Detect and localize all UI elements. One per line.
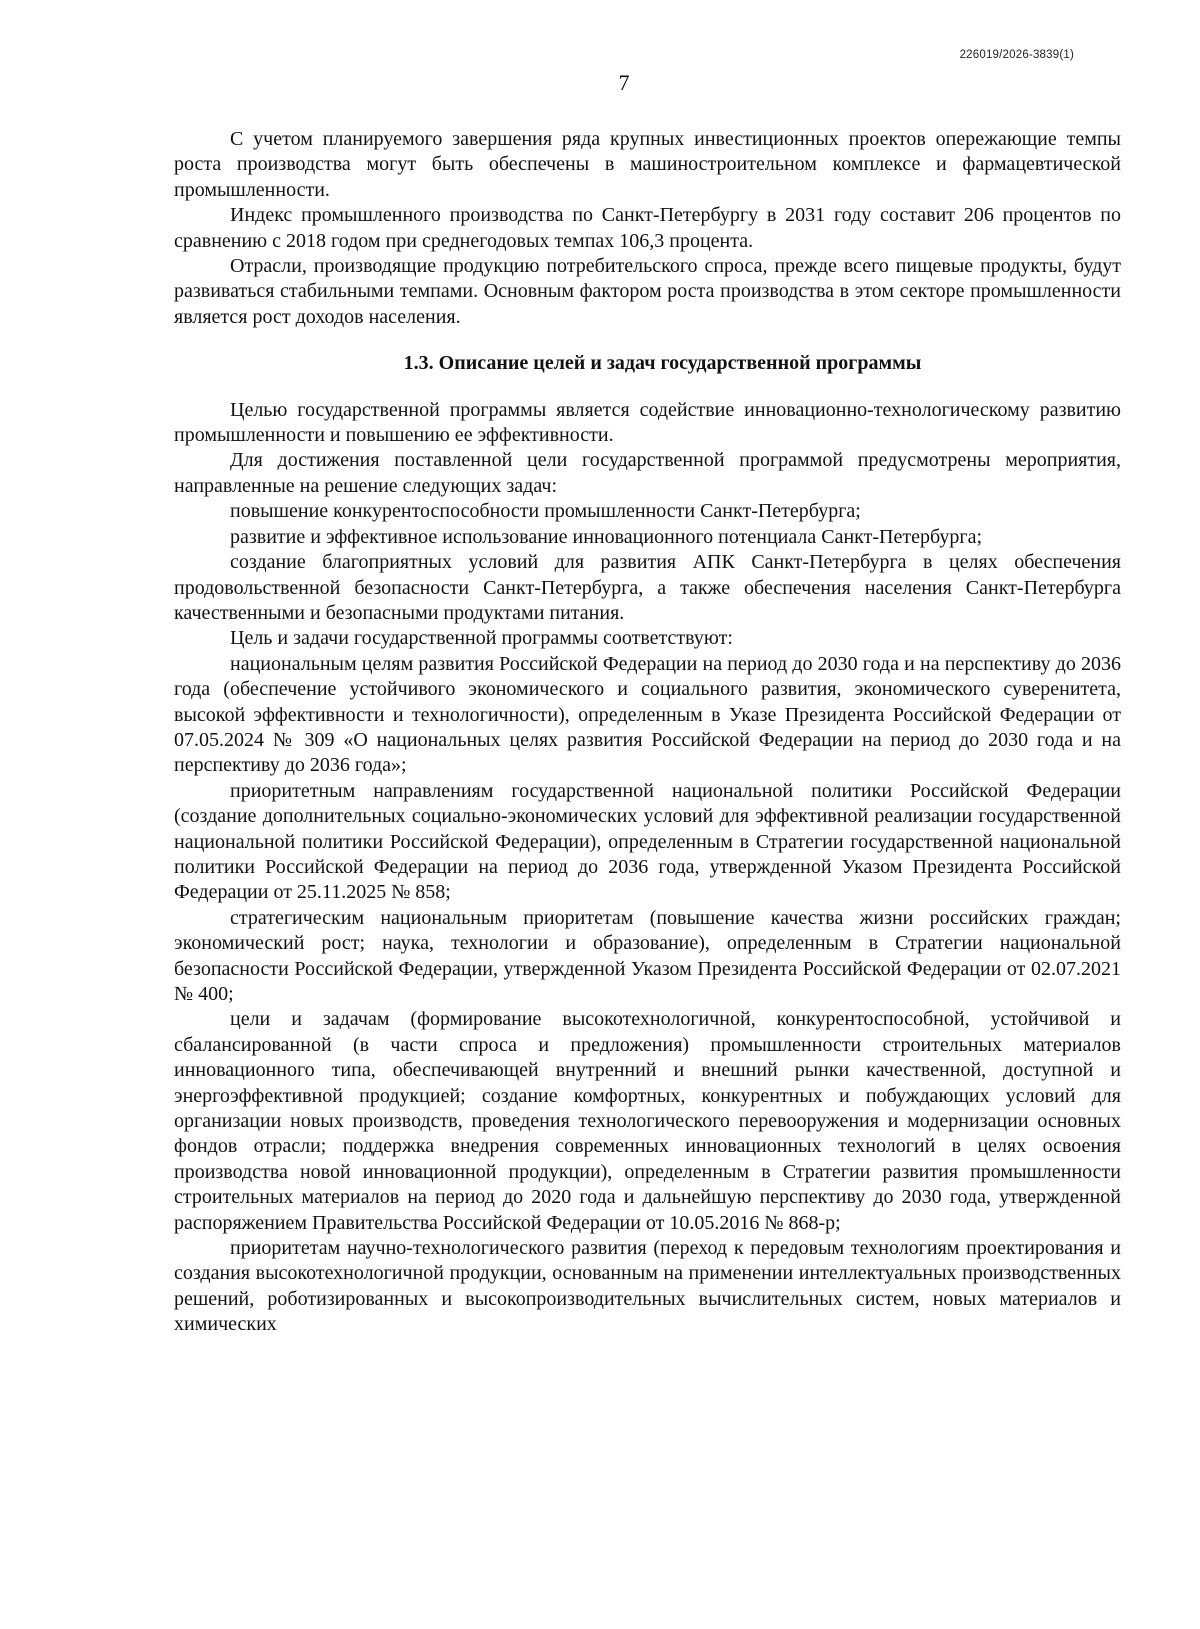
paragraph: С учетом планируемого завершения ряда крупных инвестиционных проектов опережающие темпы роста производства могут быть обеспечены в машиностроительном комплексе и фармацевтической промышленности.: [174, 128, 1121, 201]
page-body: [174, 127, 1121, 1338]
list-item: цели и задачам (формирование высокотехнологичной, конкурентоспособной, устойчивой и сбалансированной (в части спроса и предложения) промышленности строительных материалов инновационного типа, обеспечивающей внутренний и внешний рынки качественной, доступной и энергоэффективной продукцией; создание комфортных, конкурентных и побуждающих условий для организации новых производств, проведения технологического перевооружения и модернизации основных фондов отрасли; поддержка внедрения современных инновационных технологий в целях освоения производства новой инновационной продукции), определенным в Стратегии развития промышленности строительных материалов на период до 2020 года и дальнейшую перспективу до 2030 года, утвержденной распоряжением Правительства Российской Федерации от 10.05.2016 № 868-р;: [174, 1008, 1121, 1234]
page-number: 7: [618, 70, 630, 95]
list-item: создание благоприятных условий для развития АПК Санкт-Петербурга в целях обеспечения продовольственной безопасности Санкт-Петербурга, а также обеспечения населения Санкт-Петербурга качественными и безопасными продуктами питания.: [174, 551, 1121, 624]
paragraph: Для достижения поставленной цели государственной программой предусмотрены мероприятия, направленные на решение следующих задач:: [174, 449, 1121, 497]
paragraph: Индекс промышленного производства по Санкт-Петербургу в 2031 году составит 206 процентов по сравнению с 2018 годом при среднегодовых темпах 106,3 процента.: [174, 204, 1121, 252]
paragraph: Цель и задачи государственной программы соответствуют:: [230, 627, 733, 650]
document-registration-number: 226019/2026-3839(1): [959, 49, 1074, 61]
list-item: приоритетам научно-технологического развития (переход к передовым технологиям проектирования и создания высокотехнологичной продукции, основанным на применении интеллектуальных производственных решений, роботизированных и высокопроизводительных вычислительных систем, новых материалов и химических: [174, 1237, 1121, 1336]
section-heading: 1.3. Описание целей и задач государственной программы: [403, 352, 922, 375]
list-item: приоритетным направлениям государственной национальной политики Российской Федерации (создание дополнительных социально-экономических условий для эффективной реализации государственной национальной политики Российской Федерации), определенным в Стратегии государственной национальной политики Российской Федерации на период до 2036 года, утвержденной Указом Президента Российской Федерации от 25.11.2025 № 858;: [174, 779, 1121, 904]
list-item: развитие и эффективное использование инновационного потенциала Санкт-Петербурга;: [230, 525, 983, 548]
paragraph: Целью государственной программы является содействие инновационно-технологическому развитию промышленности и повышению ее эффективности.: [174, 398, 1121, 447]
list-item: повышение конкурентоспособности промышленности Санкт-Петербурга;: [230, 500, 861, 523]
paragraph: Отрасли, производящие продукцию потребительского спроса, прежде всего пищевые продукты, будут развиваться стабильными темпами. Основным фактором роста производства в этом секторе промышленности является рост доходов населения.: [174, 255, 1121, 328]
list-item: национальным целям развития Российской Федерации на период до 2030 года и на перспективу до 2036 года (обеспечение устойчивого экономического и социального развития, экономического суверенитета, высокой эффективности и технологичности), определенным в Указе Президента Российской Федерации от 07.05.2024 № 309 «О национальных целях развития Российской Федерации на период до 2030 года и на перспективу до 2036 года»;: [174, 652, 1121, 777]
list-item: стратегическим национальным приоритетам (повышение качества жизни российских граждан; экономический рост; наука, технологии и образование), определенным в Стратегии национальной безопасности Российской Федерации, утвержденной Указом Президента Российской Федерации от 02.07.2021 № 400;: [174, 906, 1121, 1005]
